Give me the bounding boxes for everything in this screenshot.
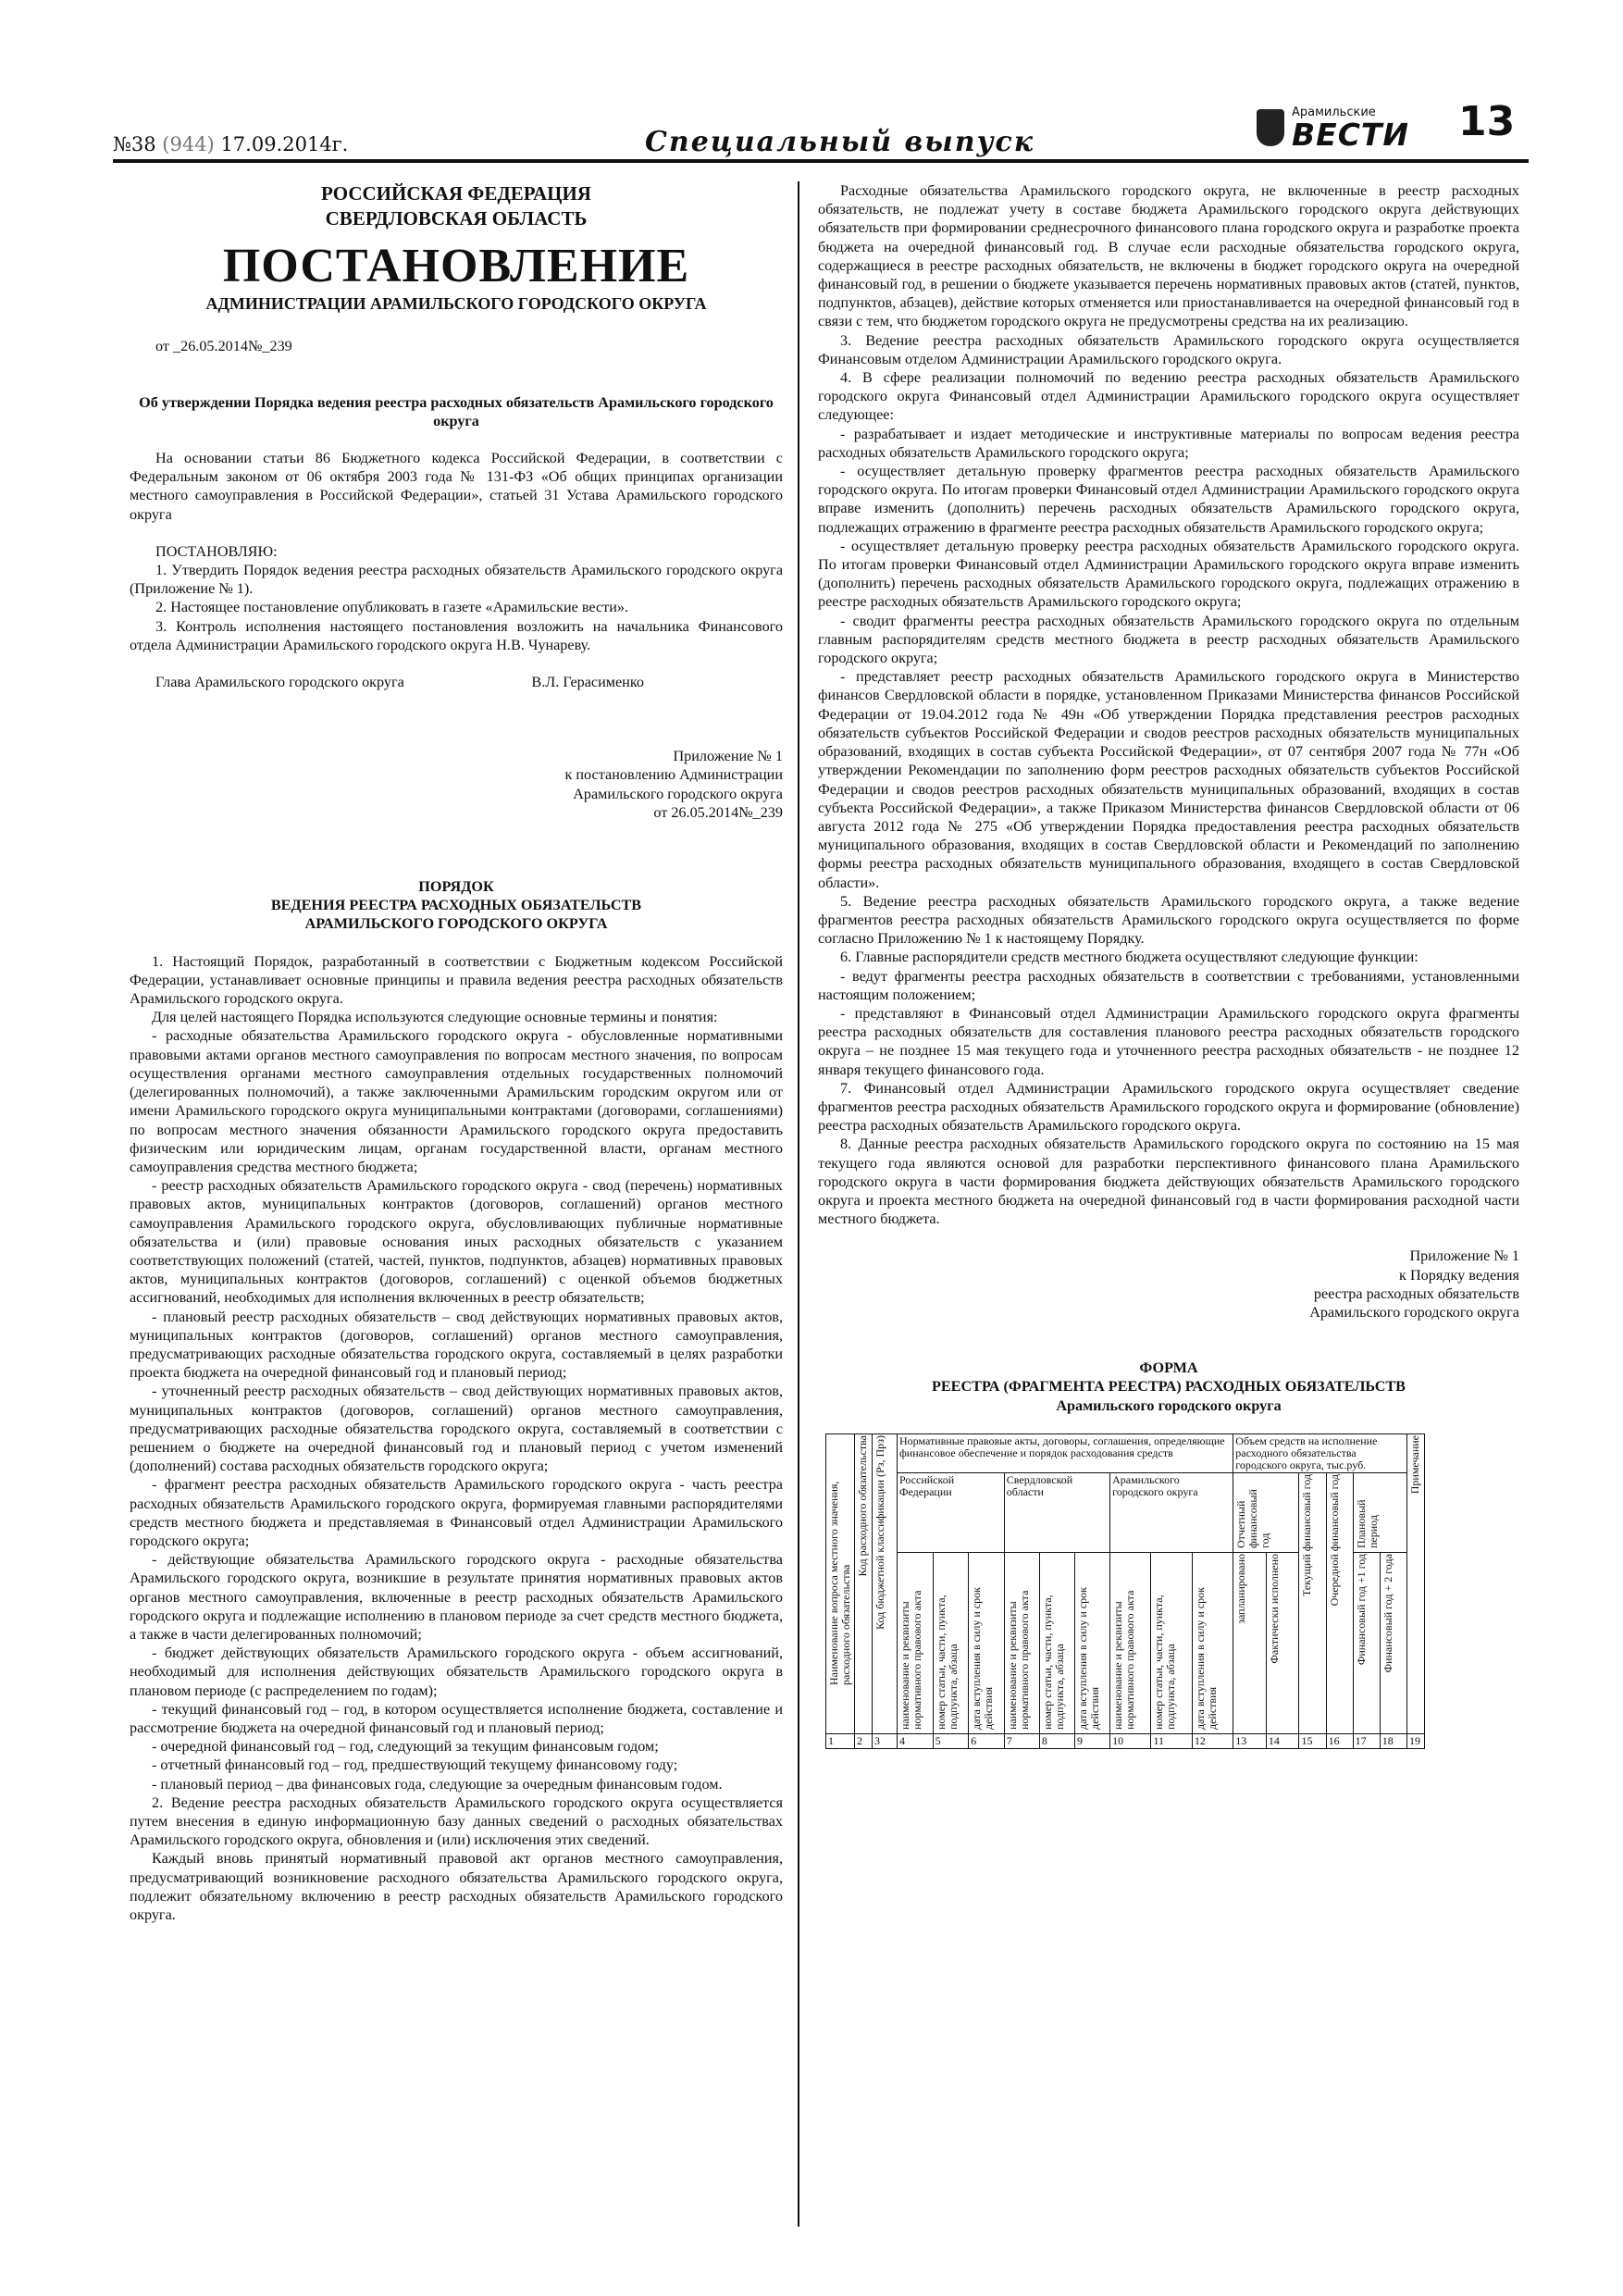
issue-total: (944) [162,133,215,155]
table-header-cell: Финансовый год +1 год [1353,1552,1380,1733]
order-paragraph: - представляют в Финансовый отдел Администрации Арамильского городского округа фрагменты реестра расходных обязательств для составления планового реестра расходных обязательств городского округа – не позднее 15 мая текущего года и уточненного реестра расходных обязательств - не позднее 12 января текущего финансового года. [818,1004,1519,1078]
column-number: 13 [1233,1733,1267,1748]
order-paragraph: - расходные обязательства Арамильского городского округа - обусловленные нормативными правовыми актами органов местного самоуправления по вопросам местного значения, по вопросам осуществления органами местного самоуправления отдельных государственных полномочий (делегированных полномочий), а также заключенными Арамильским городским округом или от имени Арамильского городского округа муниципальными контрактами (договорами, соглашениями) по вопросам местного значения обязанности Арамильского городского округа предоставить физическим или юридическим лицам, органам государственной власти, органам местного самоуправления средства местного бюджета; [130,1027,783,1175]
decree-item: 1. Утвердить Порядок ведения реестра расходных обязательств Арамильского городского округа (Приложение № 1). [130,562,783,598]
appendix-line: Приложение № 1 [1409,1247,1519,1265]
logo-small-text: Арамильские [1292,105,1376,119]
order-paragraph: - очередной финансовый год – год, следующий за текущим финансовым годом; [152,1738,659,1756]
appendix-line: Арамильского городского округа [1309,1303,1519,1321]
order-paragraph: - осуществляет детальную проверку фрагментов реестра расходных обязательств Арамильского городского округа. По итогам проверки Финансовый отдел Администрации Арамильского городского округа вправе изменить (дополнить) перечень расходных обязательств Арамильского городского округа, подлежащих отражению в фрагменте реестра расходных обязательств Арамильского городского округа; [818,463,1519,536]
order-paragraph: 5. Ведение реестра расходных обязательств Арамильского городского округа, а также ведение фрагментов реестра расходных обязательств Арамильского городского округа осуществляется по форме согласно Приложению № 1 к настоящему Порядку. [818,892,1519,948]
column-number: 14 [1266,1733,1299,1748]
order-paragraph: Расходные обязательства Арамильского городского округа, не включенные в реестр расходных обязательств, не подлежат учету в составе бюджета Арамильского городского округа действующих обязательств при формировании среднесрочного финансового плана городского округа и разработке проекта бюджета на очередной финансовый год. В случае если расходные обязательства городского округа, содержащиеся в реестре расходных обязательств, не включены в бюджет городского округа на очередной финансовый год, в решении о бюджете указывается перечень нормативных правовых актов (статей, пунктов, подпунктов, абзацев), действие которых отменяется или приостанавливается на очередной финансовый год в связи с тем, что бюджетом городского округа не предусмотрены средства на их реализацию. [818,182,1519,330]
column-number: 9 [1074,1733,1109,1748]
signer-title: Глава Арамильского городского округа [155,674,404,691]
column-number: 16 [1326,1733,1353,1748]
column-number: 5 [933,1733,969,1748]
column-number: 19 [1407,1733,1425,1748]
order-paragraph: - сводит фрагменты реестра расходных обязательств Арамильского городского округа по отдельным главным распорядителям средств местного бюджета в реестр расходных обязательств Арамильского городского округа; [818,612,1519,667]
order-paragraph: Каждый вновь принятый нормативный правовой акт органов местного самоуправления, предусматривающий возникновение расходного обязательства Арамильского городского округа, подлежит обязательному включению в реестр расходных обязательств Арамильского городского округа. [130,1850,783,1924]
order-paragraph: 6. Главные распорядители средств местного бюджета осуществляют следующие функции: [840,949,1419,966]
order-paragraph: 1. Настоящий Порядок, разработанный в соответствии с Бюджетным кодексом Российской Федерации, устанавливает основные принципы и правила ведения реестра расходных обязательств Арамильского городского округа. [130,952,783,1008]
signer-name: В.Л. Герасименко [531,674,644,691]
order-paragraph: 3. Ведение реестра расходных обязательств Арамильского городского округа осуществляется Финансовым отделом Администрации Арамильского городского округа. [818,331,1519,367]
column-number: 6 [969,1733,1005,1748]
table-header-cell: номер статьи, части, пункта, подпункта, абзаца [1039,1552,1074,1733]
column-divider [798,181,799,2227]
order-paragraph: - представляет реестр расходных обязательств Арамильского городского округа в Министерство финансов Свердловской области в порядке, установленном Приказами Министерства финансов Российской Федерации от 19.04.2012 года № 49н «Об утверждении Порядка представления реестров расходных обязательств субъектов Российской Федерации и сводов реестров расходных обязательств муниципальных образований, входящих в состав субъекта Российской Федерации», от 07 сентября 2007 года № 77н «Об утверждении Рекомендации по заполнению форм реестров расходных обязательств субъектов Российской Федерации и сводов реестров расходных обязательств муниципальных образований, входящих в состав субъекта Российской Федерации», а также Приказом Министерства финансов Свердловской области от 06 августа 2012 года № 275 «Об утверждении Порядка предоставления реестра расходных обязательств муниципального образования, входящих в состав Свердловской области и Рекомендаций по заполнению формы реестра расходных обязательств муниципального образования, входящего в состав Свердловской области». [818,668,1519,891]
order-paragraph: Для целей настоящего Порядка используются следующие основные термины и понятия: [152,1009,718,1026]
appendix-line: к Порядку ведения [1399,1266,1519,1284]
decree-item: 2. Настоящее постановление опубликовать в газете «Арамильские вести». [155,599,629,616]
order-title: ВЕДЕНИЯ РЕЕСТРА РАСХОДНЫХ ОБЯЗАТЕЛЬСТВ [270,897,642,914]
order-title: АРАМИЛЬСКОГО ГОРОДСКОГО ОКРУГА [304,915,608,933]
table-header-cell: наименование и реквизиты нормативного правового акта [898,1552,934,1733]
table-header-cell: Код бюджетной классификации (Рз, Прз) [873,1433,898,1733]
table-header-cell: дата вступления в силу и срок действия [969,1552,1005,1733]
table-header-cell: Фактически исполнено [1266,1552,1299,1733]
order-paragraph: - текущий финансовый год – год, в котором осуществляется исполнение бюджета, составление и рассмотрение бюджета на очередной финансовый год и плановый период; [130,1700,783,1736]
column-number: 11 [1151,1733,1192,1748]
table-group-header: Арамильского городского округа [1110,1472,1233,1552]
appendix-line: к постановлению Администрации [564,766,783,784]
table-header-cell: Примечание [1407,1433,1425,1733]
column-number: 3 [873,1733,898,1748]
right-column [818,181,1519,1749]
table-group-header: Объем средств на исполнение расходного обязательства городского округа, тыс.руб. [1233,1433,1407,1472]
order-paragraph: 8. Данные реестра расходных обязательств Арамильского городского округа по состоянию на 15 мая текущего года являются основой для разработки перспективного финансового плана Арамильского городского округа в части формирования бюджета действующих обязательств Арамильского городского округа и проекта местного бюджета на очередной финансовый год в части формирования расходной части местного бюджета. [818,1136,1519,1228]
order-paragraph: 4. В сфере реализации полномочий по ведению реестра расходных обязательств Арамильского городского округа Финансовый отдел Администрации Арамильского городского округа осуществляет следующее: [818,369,1519,424]
preamble: На основании статьи 86 Бюджетного кодекса Российской Федерации, в соответствии с Федеральным законом от 06 октября 2003 года № 131-ФЗ «Об общих принципах организации местного самоуправления в Российской Федерации», статьей 31 Устава Арамильского городского округа [130,450,783,523]
logo-big-text: ВЕСТИ [1292,117,1410,153]
column-number: 1 [826,1733,855,1748]
table-group-header: Российской Федерации [898,1472,1005,1552]
order-paragraph: - уточненный реестр расходных обязательств – свод действующих нормативных правовых актов, муниципальных контрактов (договоров, соглашений) органов местного самоуправления, предусматривающих расходные обязательства городского округа, составляемый в соответствии с решением о бюджете на очередной финансовый год и плановый период с учетом изменений (дополнений) состава расходных обязательств городского округа; [130,1383,783,1475]
table-header-cell: дата вступления в силу и срок действия [1074,1552,1109,1733]
decree-item: 3. Контроль исполнения настоящего постановления возложить на начальника Финансового отдела Администрации Арамильского городского округа Н.В. Чунареву. [130,617,783,653]
issue-date: 17.09.2014г. [220,133,349,155]
column-number: 8 [1039,1733,1074,1748]
appendix-line: от 26.05.2014№_239 [653,803,783,821]
newspaper-logo [1257,105,1410,154]
table-number-row [826,1733,1425,1748]
column-number: 2 [855,1733,873,1748]
order-paragraph: 7. Финансовый отдел Администрации Арамильского городского округа осуществляет сведение фрагментов реестра расходных обязательств Арамильского городского округа и формирование (обновление) реестра расходных обязательств Арамильского городского округа. [818,1079,1519,1135]
appendix-line: Приложение № 1 [673,748,783,765]
header-divider [113,159,1529,163]
table-group-header: Нормативные правовые акты, договоры, соглашения, определяющие финансовое обеспечение и порядок расходования средств [898,1433,1233,1472]
table-header-cell: Наименование вопроса местного значения, расходного обязательства [826,1433,855,1733]
appendix-line: Арамильского городского округа [573,785,783,802]
registry-form-table [825,1433,1425,1749]
country-heading: РОССИЙСКАЯ ФЕДЕРАЦИЯ [321,182,591,205]
appendix-line: реестра расходных обязательств [1313,1285,1519,1302]
order-paragraph: - плановый период – два финансовых года, следующие за очередным финансовым годом. [152,1775,723,1793]
page-number: 13 [1458,98,1516,145]
table-header-cell: номер статьи, части, пункта, подпункта, абзаца [1151,1552,1192,1733]
order-paragraph: - осуществляет детальную проверку реестра расходных обязательств Арамильского городского округа. По итогам проверки Финансовый отдел Администрации Арамильского городского округа вправе изменить (дополнить) перечень расходных обязательств Арамильского городского округа, подлежащих отражению в реестре расходных обязательств Арамильского городского округа; [818,537,1519,611]
coat-of-arms-icon [1257,109,1284,146]
authority-heading: АДМИНИСТРАЦИИ АРАМИЛЬСКОГО ГОРОДСКОГО ОКРУГА [205,294,707,314]
table-group-header: Отчетный финансовый год [1233,1472,1299,1552]
table-group-header: Плановый период [1353,1472,1406,1552]
issue-number: №38 [113,133,156,155]
order-paragraph: - реестр расходных обязательств Арамильского городского округа - свод (перечень) нормативных правовых актов, муниципальных контрактов (договоров, соглашений) органов местного самоуправления Арамильского городского округа, обусловливающих публичные нормативные обязательства и (или) правовые основания иных расходных обязательств с указанием соответствующих положений (статей, частей, пунктов, подпунктов, абзацев) нормативных правовых актов, муниципальных контрактов (договоров, соглашений) с оценкой объемов бюджетных ассигнований, необходимых для исполнения включенных в реестр обязательств; [130,1177,783,1307]
table-header-cell: наименование и реквизиты нормативного правового акта [1004,1552,1039,1733]
decree-word: ПОСТАНОВЛЯЮ: [155,542,278,560]
column-number: 15 [1299,1733,1326,1748]
column-number: 12 [1192,1733,1233,1748]
table-group-header: Свердловской области [1004,1472,1109,1552]
left-column [130,176,783,1924]
form-title: Арамильского городского округа [1056,1396,1282,1414]
signature-line [130,673,783,691]
page-header [113,93,1529,159]
order-paragraph: - бюджет действующих обязательств Арамильского городского округа - объем ассигнований, необходимый для исполнения действующих обязательств Арамильского городского округа в плановом периоде (с распределением по годам); [130,1644,783,1699]
region-heading: СВЕРДЛОВСКАЯ ОБЛАСТЬ [325,207,588,230]
special-issue-label: Специальный выпуск [645,126,1035,158]
column-number: 10 [1110,1733,1151,1748]
issue-info [113,133,348,155]
document-type: ПОСТАНОВЛЕНИЕ [222,240,690,292]
order-paragraph: - отчетный финансовый год – год, предшествующий текущему финансовому году; [152,1756,678,1774]
column-number: 18 [1380,1733,1406,1748]
table-header-cell: наименование и реквизиты нормативного правового акта [1110,1552,1151,1733]
form-title: РЕЕСТРА (ФРАГМЕНТА РЕЕСТРА) РАСХОДНЫХ ОБЯЗАТЕЛЬСТВ [932,1378,1406,1396]
order-paragraph: 2. Ведение реестра расходных обязательств Арамильского городского округа осуществляется путем внесения в единую информационную базу данных сведений о расходных обязательствах Арамильского городского округа, обновления и (или) исключения этих сведений. [130,1793,783,1849]
table-header-cell: запланировано [1233,1552,1267,1733]
table-header-cell: Очередной финансовый год [1326,1472,1353,1733]
order-title: ПОРЯДОК [418,878,494,896]
document-title: Об утверждении Порядка ведения реестра расходных обязательств Арамильского городского округа [139,393,774,429]
table-header-cell: Код расходного обязательства [855,1433,873,1733]
order-paragraph: - плановый реестр расходных обязательств – свод действующих нормативных правовых актов, муниципальных контрактов (договоров, соглашений) органов местного самоуправления, предусматривающих расходные обязательства городского округа, составляемый в целях разработки проекта бюджета на очередной финансовый год и плановый период; [130,1308,783,1382]
table-header-cell: дата вступления в силу и срок действия [1192,1552,1233,1733]
column-number: 4 [898,1733,934,1748]
form-title: ФОРМА [1139,1359,1198,1377]
order-paragraph: - фрагмент реестра расходных обязательств Арамильского городского округа - часть реестра расходных обязательств Арамильского городского округа, формируемая главными распорядителями средств местного бюджета и представляемая в Финансовый отдел Администрации Арамильского городского округа; [130,1476,783,1549]
table-header-cell: Текущий финансовый год [1299,1472,1326,1733]
document-date: от _26.05.2014№_239 [155,338,292,355]
table-header-cell: номер статьи, части, пункта, подпункта, абзаца [933,1552,969,1733]
column-number: 17 [1353,1733,1380,1748]
order-paragraph: - разрабатывает и издает методические и инструктивные материалы по вопросам ведения реестра расходных обязательств Арамильского городского округа; [818,425,1519,461]
order-paragraph: - действующие обязательства Арамильского городского округа - расходные обязательства Арамильского городского округа, возникшие в результате принятия нормативных правовых актов органов местного самоуправления, включенные в реестр расходных обязательств Арамильского городского округа и подлежащие исполнению в плановом периоде за счет средств местного бюджета, а также в части делегированных полномочий; [130,1551,783,1643]
column-number: 7 [1004,1733,1039,1748]
order-paragraph: - ведут фрагменты реестра расходных обязательств в соответствии с требованиями, установленными настоящим положением; [818,967,1519,1003]
table-header-cell: Финансовый год + 2 года [1380,1552,1406,1733]
